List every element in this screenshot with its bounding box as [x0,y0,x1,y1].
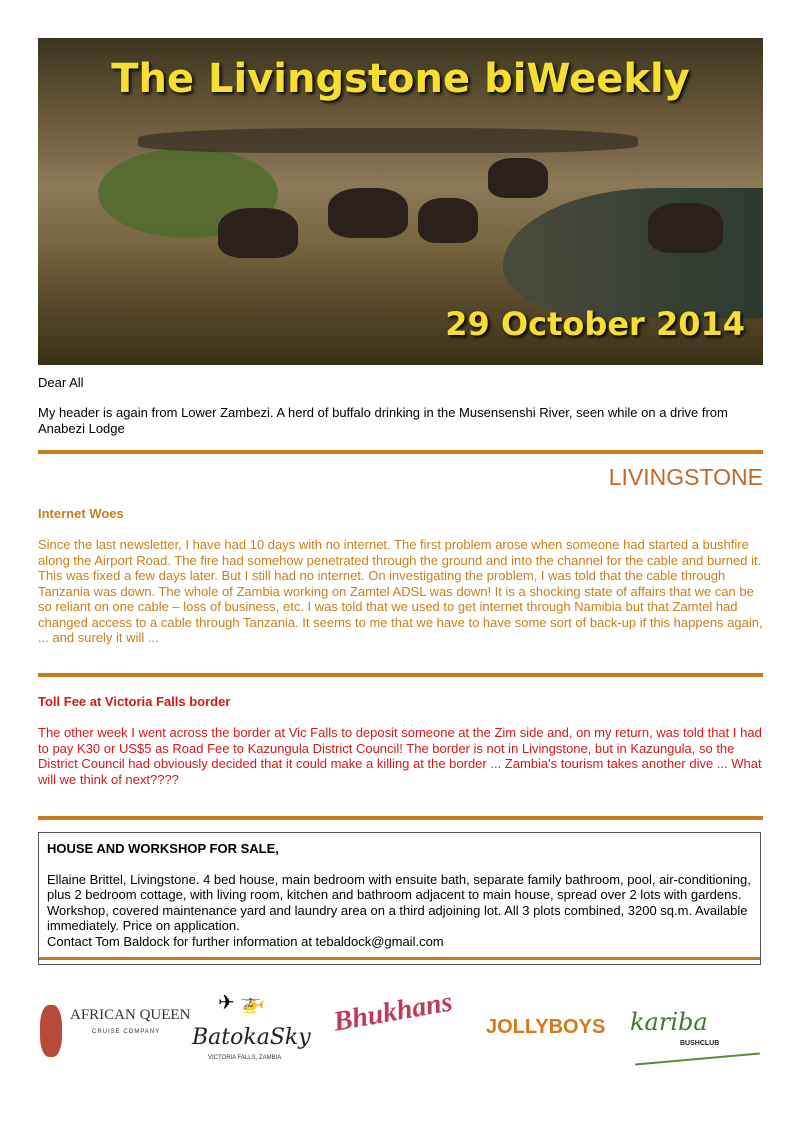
sponsor-batoka-sky[interactable]: ✈ 🚁 BatokaSky VICTORIA FALLS, ZAMBIA [192,992,311,1061]
article-heading: Toll Fee at Victoria Falls border [38,694,231,709]
article-body: The other week I went across the border at Vic Falls to deposit someone at the Zim side and, on my return, was told that I had to pay K30 or US$5 as Road Fee to Kazungula District Council! The border is not in Livingstone, but in Kazungula, so the District Council had obviously decided that it could make a killing at the border ... Zambia's tourism takes another dive ... What will we think of next???? [38,725,762,787]
sponsor-kariba-bushclub[interactable]: kariba BUSHCLUB [630,990,760,1070]
sponsor-logos [38,985,763,1070]
aircraft-icon: ✈ 🚁 [218,992,266,1014]
issue-date: 29 October 2014 [445,305,745,343]
ad-heading: HOUSE AND WORKSHOP FOR SALE, [47,841,279,856]
ad-contact: Contact Tom Baldock for further information at tebaldock@gmail.com [47,933,444,949]
sponsor-african-queen[interactable]: AFRICAN QUEEN CRUISE COMPANY [38,995,183,1060]
sponsor-bhukhans[interactable]: Bhukhans [331,986,455,1038]
sponsor-jollyboys[interactable]: JOLLYBOYS [486,1016,606,1038]
divider [38,673,763,677]
header-photo [38,38,763,365]
ad-body: Ellaine Brittel, Livingstone. 4 bed house, main bedroom with ensuite bath, separate family bathroom, pool, air-conditioning, plus 2 bedroom cottage, with living room, kitchen and bathroom adjacent to main house, spread over 2 lots with gardens. Workshop, covered maintenance yard and laundry area on a third adjoining lot. All 3 plots combined, 3200 sq.m. Available immediately. Price on application. [47,871,751,933]
divider [38,450,763,454]
divider [38,816,763,820]
newsletter-title: The Livingstone biWeekly [111,56,690,102]
african-queen-icon [40,1005,62,1057]
classified-ad [38,832,761,965]
article-heading: Internet Woes [38,506,124,521]
greeting: Dear All [38,375,84,390]
section-title: LIVINGSTONE [608,464,763,490]
intro-text: My header is again from Lower Zambezi. A herd of buffalo drinking in the Musensenshi River, seen while on a drive from Anabezi Lodge [38,405,728,436]
article-body: Since the last newsletter, I have had 10 days with no internet. The first problem arose when someone had started a bushfire along the Airport Road. The fire had somehow penetrated through the ground and into the channel for the cable and burned it. This was fixed a few days later. But I still had no internet. On investigating the problem, I was told that the cable through Tanzania was down. The whole of Zambia working on Zamtel ADSL was down! It is a shocking state of affairs that we can be so reliant on one cable – loss of business, etc. I was told that we used to get internet through Namibia but that Zamtel had changed access to a cable through Tanzania. It seems to me that we have to have some sort of back-up if this happens again, ... and surely it will ... [38,537,763,645]
